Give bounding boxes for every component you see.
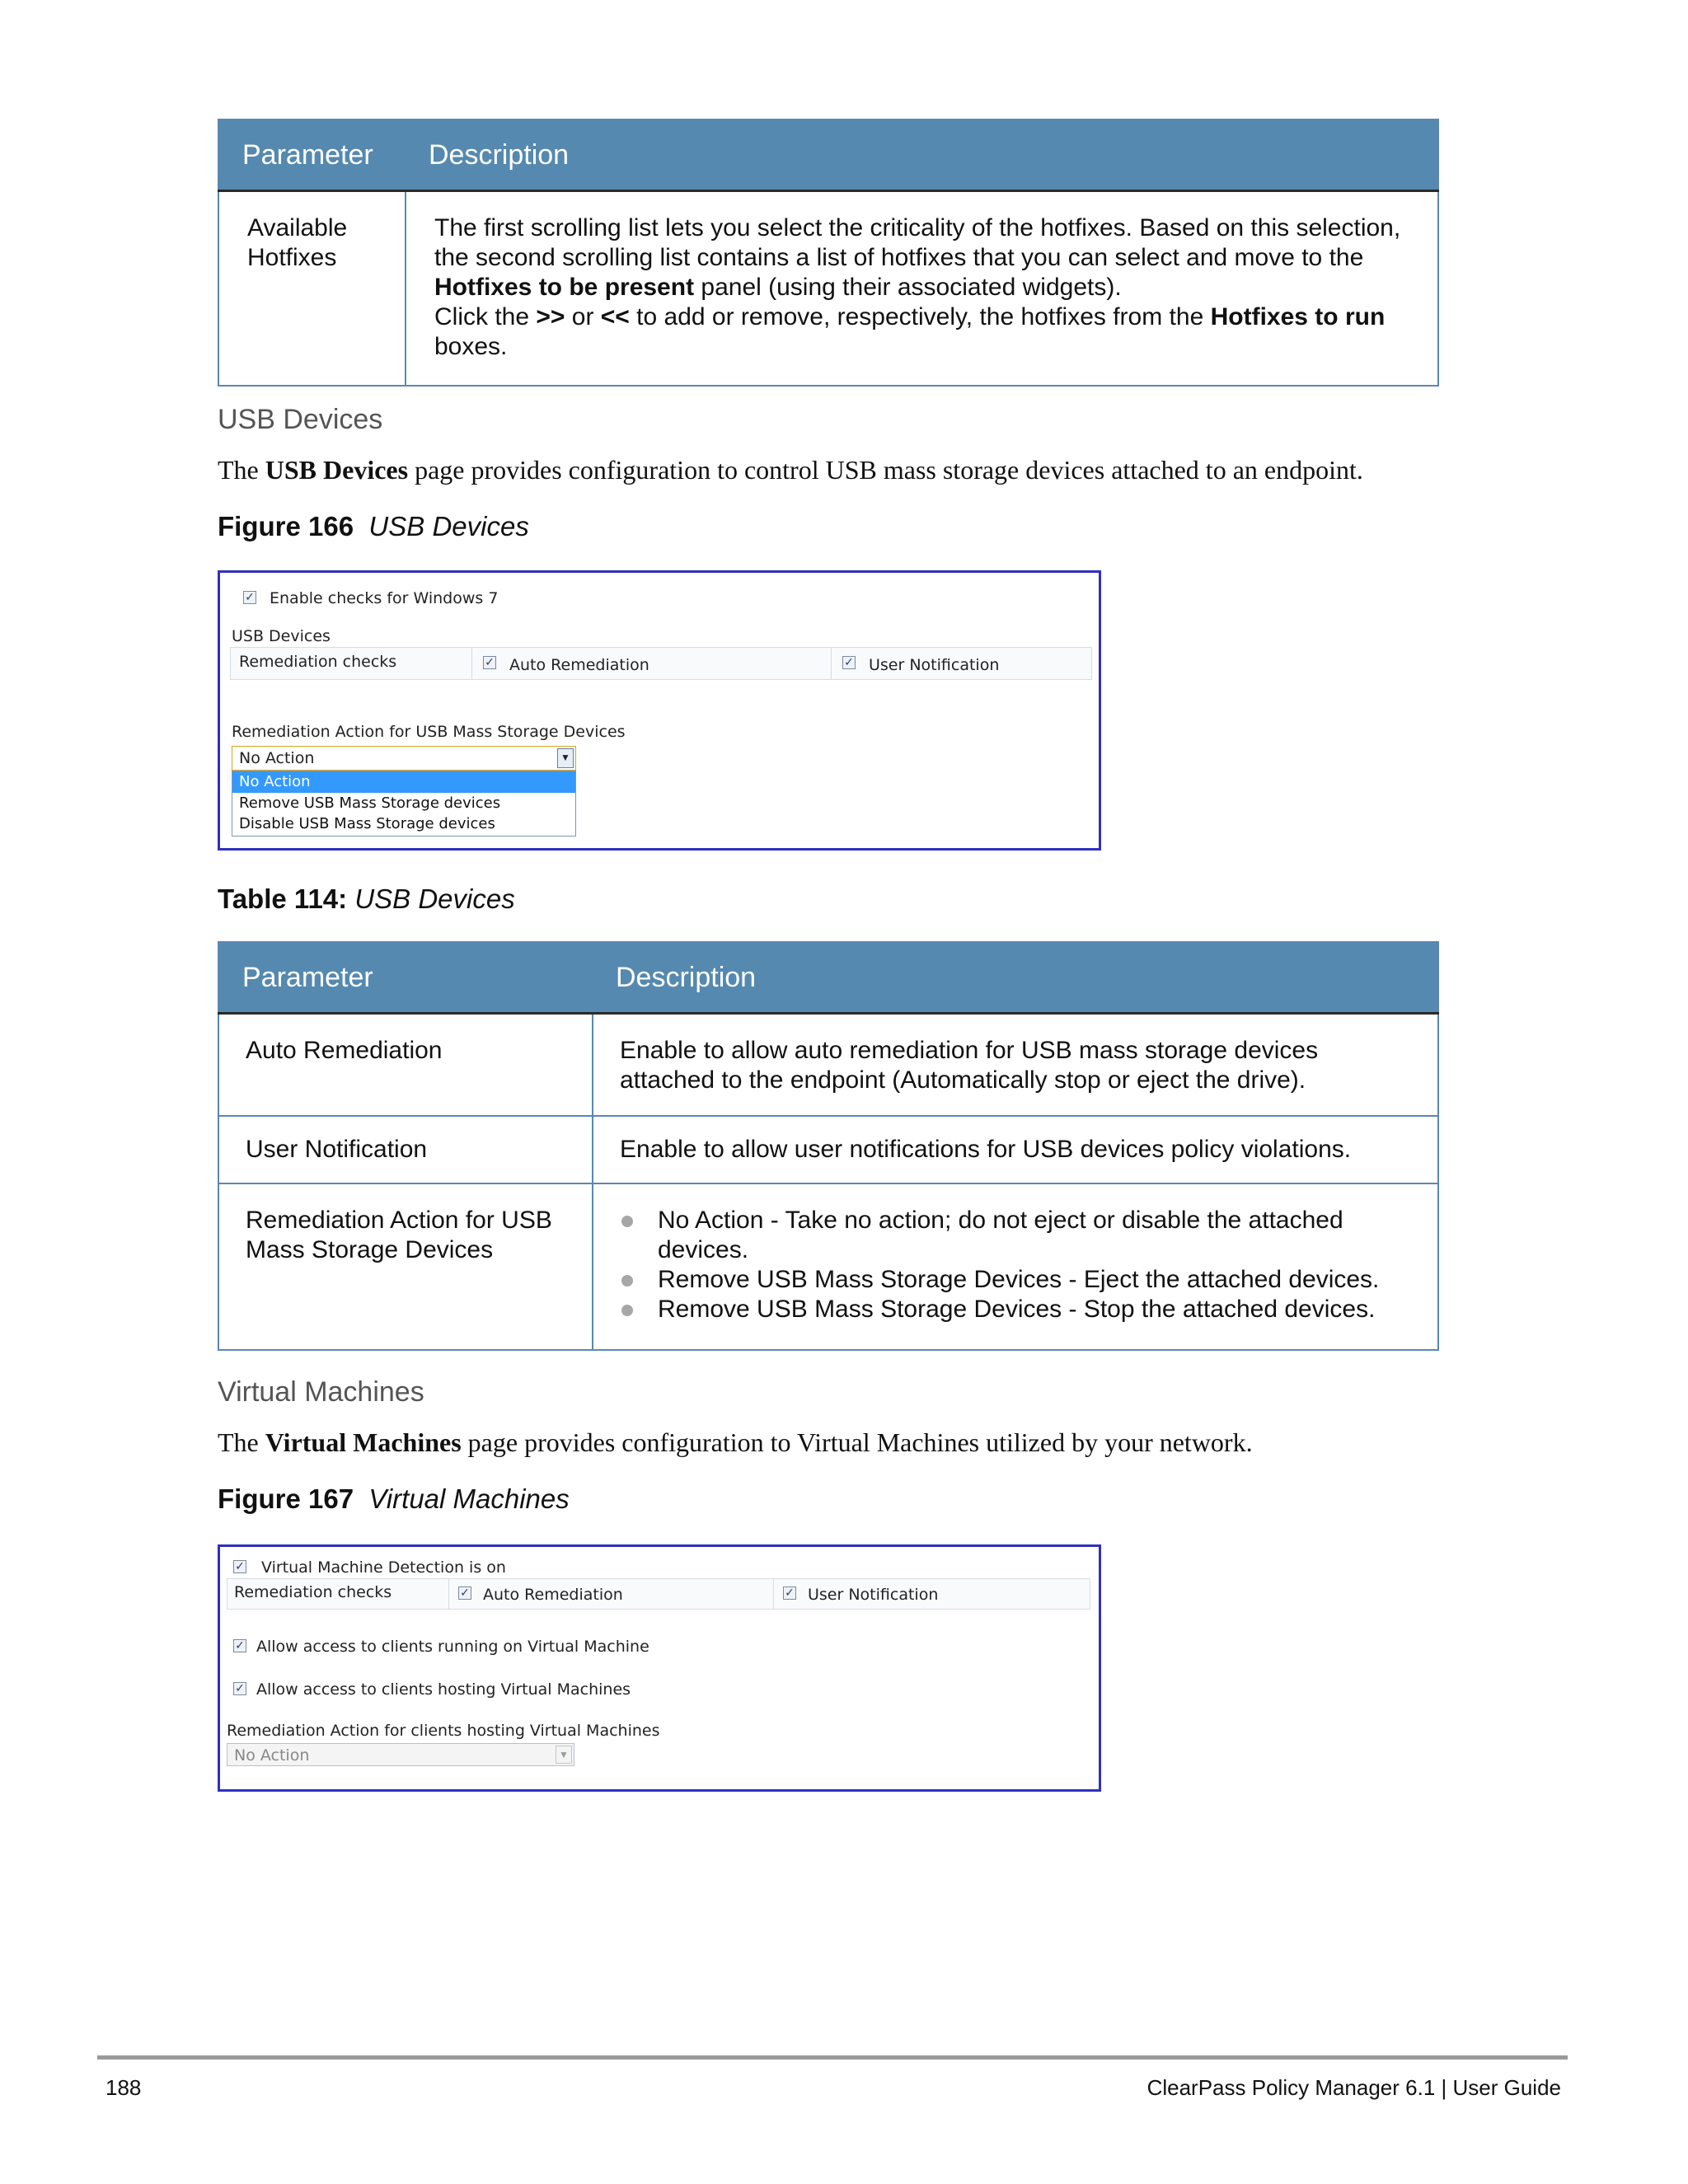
chevron-down-icon[interactable]: ▼: [557, 748, 574, 768]
remediation-action-select[interactable]: [232, 746, 576, 771]
virtual-machines-heading: Virtual Machines: [218, 1376, 424, 1408]
vm-auto-remediation-checkbox[interactable]: ✓: [458, 1586, 471, 1600]
vm-user-notification-label: User Notification: [808, 1586, 939, 1604]
column-header-parameter: Parameter: [218, 942, 593, 1014]
footer-rule: [97, 2055, 1568, 2060]
list-item: No Action - Take no action; do not eject or disable the attached devices.: [620, 1206, 1413, 1265]
table-row: [218, 1014, 1438, 1117]
vm-remediation-action-label: Remediation Action for clients hosting Virtual Machines: [227, 1722, 660, 1740]
hotfix-description: The first scrolling list lets you select the criticality of the hotfixes. Based on this selection, the second scrolling list contains a list of hotfixes that you can select and move to the Hotfixes to be present panel (using their associated widgets). Click the >> or << to add or remove, respectively, the hotfixes from the Hotfixes to run boxes.: [434, 214, 1401, 360]
user-notification-label: User Notification: [869, 656, 1000, 674]
chevron-down-icon[interactable]: ▼: [556, 1746, 572, 1764]
table-row: [218, 191, 1438, 387]
desc-user-notification: Enable to allow user notifications for USB devices policy violations.: [620, 1136, 1352, 1163]
remediation-action-value: No Action: [239, 749, 315, 767]
figure-166-caption: Figure 166 USB Devices: [218, 511, 529, 541]
list-item: Remove USB Mass Storage Devices - Eject the attached devices.: [620, 1265, 1413, 1295]
enable-checks-checkbox[interactable]: ✓: [243, 591, 256, 604]
footer-doc-title: ClearPass Policy Manager 6.1 | User Guide: [1146, 2075, 1561, 2100]
usb-devices-table: [218, 941, 1439, 1351]
usb-devices-heading: USB Devices: [218, 404, 383, 435]
figure-167-screenshot: [218, 1544, 1101, 1792]
param-user-notification: User Notification: [246, 1136, 428, 1163]
hotfix-parameter-table: [218, 119, 1439, 387]
vm-auto-remediation-label: Auto Remediation: [483, 1586, 623, 1604]
allow-running-label: Allow access to clients running on Virtual Machine: [256, 1638, 649, 1656]
dropdown-option-disable[interactable]: Disable USB Mass Storage devices: [239, 815, 495, 832]
vm-detection-checkbox[interactable]: ✓: [233, 1560, 246, 1573]
remediation-checks-row: [230, 647, 1092, 680]
column-header-description: Description: [593, 942, 1438, 1014]
param-auto-remediation: Auto Remediation: [246, 1037, 443, 1064]
table-114-caption: Table 114: USB Devices: [218, 883, 515, 914]
remediation-action-label: Remediation Action for USB Mass Storage Devices: [232, 723, 626, 741]
allow-hosting-label: Allow access to clients hosting Virtual Machines: [256, 1680, 631, 1699]
figure-166-screenshot: [218, 570, 1101, 851]
column-header-description: Description: [406, 120, 1438, 191]
user-notification-checkbox[interactable]: ✓: [842, 656, 856, 669]
param-available-hotfixes: Available Hotfixes: [247, 214, 348, 271]
virtual-machines-intro: The Virtual Machines page provides configuration to Virtual Machines utilized by your network.: [218, 1427, 1253, 1457]
remediation-checks-label: Remediation checks: [239, 653, 397, 671]
vm-remediation-action-value: No Action: [234, 1746, 310, 1765]
figure-167-caption: Figure 167 Virtual Machines: [218, 1483, 570, 1514]
auto-remediation-checkbox[interactable]: ✓: [483, 656, 496, 669]
vm-user-notification-checkbox[interactable]: ✓: [783, 1586, 796, 1600]
vm-detection-label: Virtual Machine Detection is on: [261, 1558, 506, 1577]
vm-remediation-checks-row: [227, 1578, 1090, 1610]
table-row: [218, 1116, 1438, 1183]
column-header-parameter: Parameter: [218, 120, 406, 191]
param-remediation-action: Remediation Action for USB Mass Storage Devices: [246, 1207, 552, 1263]
remediation-action-dropdown: [232, 771, 576, 837]
usb-devices-intro: The USB Devices page provides configuration to control USB mass storage devices attached to an endpoint.: [218, 455, 1363, 485]
auto-remediation-label: Auto Remediation: [509, 656, 649, 674]
dropdown-option-no-action[interactable]: No Action: [232, 771, 575, 793]
table-row: [218, 1183, 1438, 1350]
list-item: Remove USB Mass Storage Devices - Stop the attached devices.: [620, 1295, 1413, 1324]
allow-hosting-checkbox[interactable]: ✓: [233, 1682, 246, 1695]
vm-remediation-checks-label: Remediation checks: [234, 1583, 392, 1601]
usb-devices-group-label: USB Devices: [232, 627, 331, 645]
remediation-action-options-list: [620, 1206, 1413, 1324]
dropdown-option-remove[interactable]: Remove USB Mass Storage devices: [239, 794, 501, 812]
allow-running-checkbox[interactable]: ✓: [233, 1639, 246, 1652]
page-number: 188: [106, 2075, 142, 2100]
desc-auto-remediation: Enable to allow auto remediation for USB mass storage devices attached to the endpoint (Automatically stop or eject the drive).: [620, 1037, 1319, 1094]
enable-checks-label: Enable checks for Windows 7: [270, 589, 499, 607]
vm-remediation-action-select[interactable]: [227, 1743, 574, 1766]
